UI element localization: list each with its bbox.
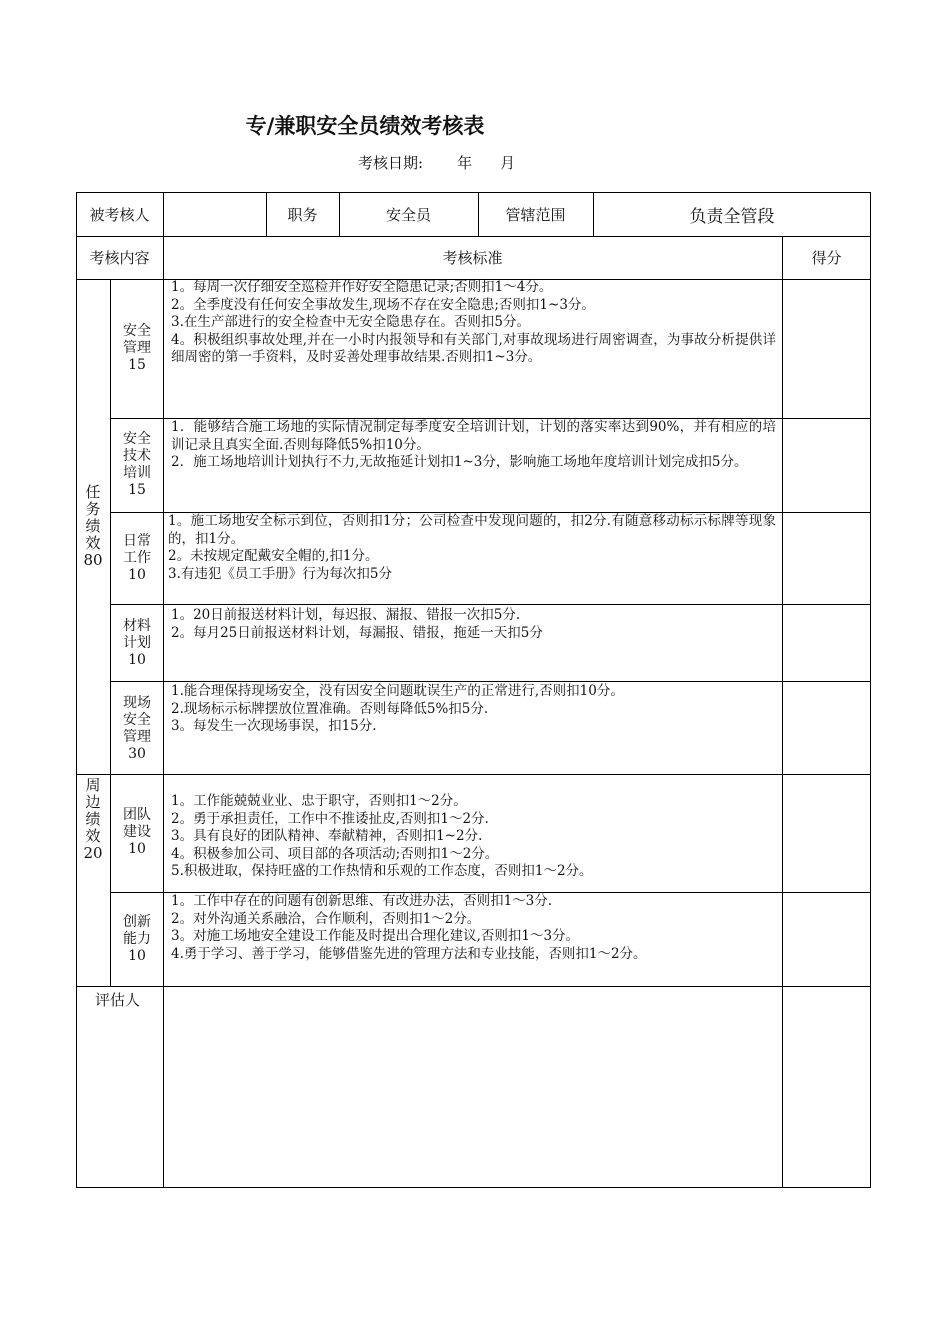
standard-item: 1。施工场地安全标示到位，否则扣1分；公司检查中发现问题的，扣2分.有随意移动标示标牌等现象的，扣1分。 (168, 513, 776, 547)
section-site-safety: 现场 安全 管理 30 (123, 695, 151, 762)
position-value: 安全员 (385, 205, 431, 224)
row-divider (110, 604, 871, 605)
row-divider (110, 681, 871, 682)
standards-material-plan (171, 607, 776, 642)
date-label: 考核日期: (358, 154, 424, 172)
examinee-label: 被考核人 (89, 205, 150, 224)
standard-item: 1。工作能兢兢业业、忠于职守，否则扣1～2分。 (171, 793, 467, 809)
scope-label: 管辖范围 (505, 205, 566, 224)
standards-site-safety (171, 683, 776, 736)
standard-item: 3.在生产部进行的安全检查中无安全隐患存在。否则扣5分。 (171, 314, 530, 330)
standard-item: 2．施工场地培训计划执行不力,无故拖延计划扣1~3分，影响施工场地年度培训计划完成扣5分。 (171, 454, 748, 470)
month-label: 月 (500, 154, 516, 172)
section-material-plan: 材料 计划 10 (123, 618, 151, 668)
assessment-date (358, 152, 515, 173)
section-daily-work: 日常 工作 10 (123, 533, 151, 583)
standards-team-building (171, 793, 776, 881)
examinee-value[interactable] (163, 192, 266, 236)
standard-item: 4。积极参加公司、项目部的各项活动;否则扣1～2分。 (171, 845, 499, 862)
standard-item: 2。全季度没有任何安全事故发生,现场不存在安全隐患;否则扣1~3分。 (171, 296, 595, 313)
score-header: 得分 (811, 249, 842, 267)
section-innovation: 创新 能力 10 (123, 914, 151, 964)
page-title: 专/兼职安全员绩效考核表 (245, 114, 485, 138)
standard-item: 2。勇于承担责任，工作中不推诿扯皮,否则扣1～2分. (171, 810, 489, 827)
standard-item: 5.积极进取，保持旺盛的工作热情和乐观的工作态度，否则扣1～2分。 (171, 863, 593, 879)
section-safety-training: 安全 技术 培训 15 (123, 431, 151, 498)
standard-item: 1。20日前报送材料计划，每迟报、漏报、错报一次扣5分. (171, 607, 521, 623)
scope-value: 负责全管段 (689, 206, 775, 227)
standards-safety-training (171, 419, 776, 472)
col-divider (110, 279, 111, 986)
category-peripheral-performance: 周 边 绩 效 20 (83, 776, 103, 862)
standard-item: 1.能合理保持现场安全，没有因安全问题耽误生产的正常进行,否则扣10分。 (171, 683, 624, 699)
standard-item: 1．能够结合施工场地的实际情况制定每季度安全培训计划，计划的落实率达到90%，并有相应的培训记录且真实全面.否则每降低5%扣10分。 (171, 419, 776, 453)
standard-item: 3。具有良好的团队精神、奉献精神，否则扣1~2分. (171, 828, 483, 844)
position-label: 职务 (287, 205, 318, 224)
evaluator-label: 评估人 (95, 991, 141, 1009)
standard-item: 4。积极组织事故处理,并在一小时内报领导和有关部门,对事故现场进行周密调查，为事故分析提供详细周密的第一手资料，及时妥善处理事故结果.否则扣1~3分。 (171, 331, 776, 365)
standard-header: 考核标准 (442, 249, 503, 267)
standard-item: 3。对施工场地安全建设工作能及时提出合理化建议,否则扣1～3分。 (171, 928, 580, 944)
standards-innovation (171, 893, 776, 963)
standard-item: 3。每发生一次现场事误，扣15分. (171, 718, 377, 734)
col-divider (163, 192, 164, 1188)
standards-safety-management (171, 279, 776, 367)
row-divider (76, 986, 871, 987)
row-divider (76, 774, 871, 775)
standard-item: 1。工作中存在的问题有创新思维、有改进办法，否则扣1～3分. (171, 893, 553, 909)
col-divider (782, 236, 783, 1188)
standard-item: 1。每周一次仔细安全巡检并作好安全隐患记录;否则扣1～4分。 (171, 279, 553, 295)
standards-daily-work (168, 513, 776, 583)
standard-item: 2。每月25日前报送材料计划，每漏报、错报，拖延一天扣5分 (171, 624, 543, 641)
section-team-building: 团队 建设 10 (123, 807, 151, 857)
content-header: 考核内容 (89, 249, 150, 267)
standard-item: 4.勇于学习、善于学习，能够借鉴先进的管理方法和专业技能，否则扣1～2分。 (171, 945, 647, 962)
standard-item: 2.现场标示标牌摆放位置准确。否则每降低5%扣5分. (171, 700, 489, 717)
standard-item: 2。未按规定配戴安全帽的,扣1分。 (168, 548, 379, 564)
standard-item: 3.有违犯《员工手册》行为每次扣5分 (168, 565, 392, 582)
year-label: 年 (457, 154, 473, 172)
category-task-performance: 任 务 绩 效 80 (83, 483, 103, 569)
standard-item: 2。对外沟通关系融洽，合作顺利，否则扣1～2分。 (171, 910, 481, 927)
section-safety-management: 安全 管理 15 (123, 323, 151, 373)
